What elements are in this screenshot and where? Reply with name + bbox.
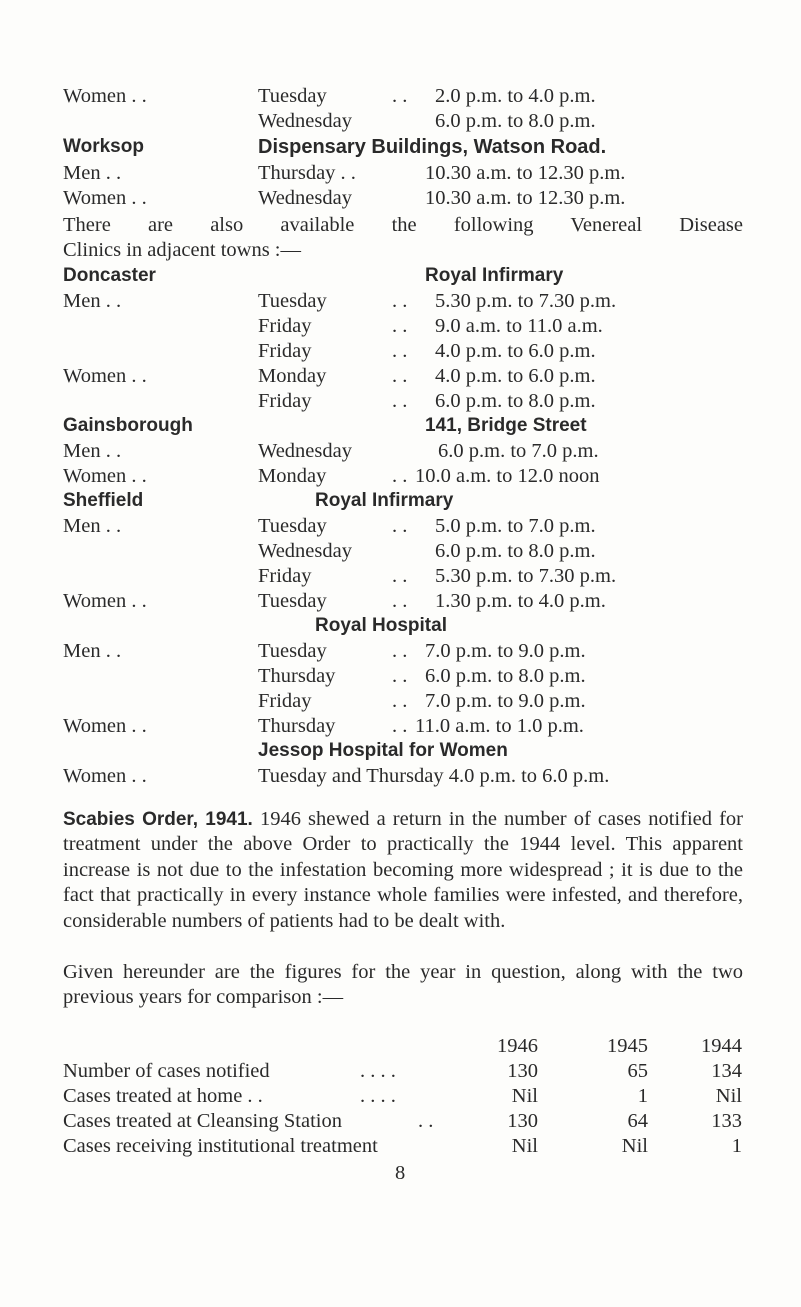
time: 2.0 p.m. to 4.0 p.m. [435,85,596,107]
year-header: 1944 [701,1035,742,1057]
table-cell: Nil [511,1135,538,1157]
who: Men . . [63,640,122,662]
who: Women . . [63,85,147,107]
dots: . . [392,315,408,337]
dots: . . [392,465,408,487]
table-cell: 134 [711,1060,742,1082]
dots: . . [392,565,408,587]
day: Thursday [258,715,336,737]
time: 6.0 p.m. to 8.0 p.m. [425,665,586,687]
day: Wednesday [258,110,352,132]
who: Men . . [63,515,122,537]
table-row-label: Cases treated at home . . [63,1085,263,1107]
comparison-paragraph [63,960,743,1011]
venue-heading: Jessop Hospital for Women [258,740,508,761]
table-row-label: Number of cases notified [63,1060,270,1082]
day: Thursday [258,665,336,687]
venue-heading: Royal Infirmary [425,265,564,286]
scabies-paragraph [63,807,743,934]
year-header: 1945 [607,1035,648,1057]
time: 10.30 a.m. to 12.30 p.m. [425,187,626,209]
dots: . . [392,340,408,362]
table-cell: 64 [627,1110,648,1132]
section-lead: Scabies Order, 1941. [63,809,253,830]
day: Tuesday [258,85,327,107]
dots: . . [418,1110,434,1132]
time: 7.0 p.m. to 9.0 p.m. [425,640,586,662]
day: Tuesday [258,640,327,662]
dots: . . [392,390,408,412]
table-cell: 1 [731,1135,742,1157]
town-heading: Doncaster [63,265,156,286]
dots: . . [392,85,408,107]
intro-line: Clinics in adjacent towns :— [63,239,301,261]
day: Wednesday [258,187,352,209]
day: Friday [258,340,312,362]
dots: . . . . [360,1085,396,1107]
day: Friday [258,565,312,587]
day: Tuesday [258,590,327,612]
dots: . . [392,290,408,312]
time: 4.0 p.m. to 6.0 p.m. [435,365,596,387]
time: 6.0 p.m. to 7.0 p.m. [438,440,599,462]
table-cell: Nil [511,1085,538,1107]
town-heading: Gainsborough [63,415,193,436]
table-cell: 65 [627,1060,648,1082]
time: 5.30 p.m. to 7.30 p.m. [435,290,617,312]
day: Monday [258,365,327,387]
page-number: 8 [395,1162,406,1184]
time: 7.0 p.m. to 9.0 p.m. [425,690,586,712]
venue-heading: Royal Hospital [315,615,447,636]
table-cell: Nil [621,1135,648,1157]
table-cell: 130 [507,1110,538,1132]
paragraph-text: 1946 shewed a return in the number of cases notified for treatment under the above Order to practically the 1944 level. This apparent increase is not due to the infestation becoming more widespread ; it is due to the fact that practically in every instance whole families were infested, and therefore, considerable numbers of patients had to be dealt with. [63,808,743,932]
dots: . . . . [360,1060,396,1082]
day: Friday [258,315,312,337]
venue-heading: 141, Bridge Street [425,415,587,436]
day: Monday [258,465,327,487]
time: 6.0 p.m. to 8.0 p.m. [435,540,596,562]
venue-heading: Royal Infirmary [315,490,454,511]
time: 5.30 p.m. to 7.30 p.m. [435,565,617,587]
who: Women . . [63,365,147,387]
year-header: 1946 [497,1035,538,1057]
table-row-label: Cases receiving institutional treatment [63,1135,378,1157]
table-cell: Nil [715,1085,742,1107]
day: Wednesday [258,440,352,462]
dots: . . [392,665,408,687]
day: Friday [258,690,312,712]
table-cell: 1 [637,1085,648,1107]
time: 10.0 a.m. to 12.0 noon [415,465,600,487]
time: 6.0 p.m. to 8.0 p.m. [435,110,596,132]
time: 11.0 a.m. to 1.0 p.m. [415,715,584,737]
town-heading: Worksop [63,136,144,157]
who: Women . . [63,715,147,737]
dots: . . [392,590,408,612]
paragraph-text: Given hereunder are the figures for the year in question, along with the two previous years for comparison :— [63,961,743,1009]
who: Women . . [63,590,147,612]
day: Thursday . . [258,162,356,184]
time: 9.0 a.m. to 11.0 a.m. [435,315,603,337]
time: 10.30 a.m. to 12.30 p.m. [425,162,626,184]
day: Tuesday [258,515,327,537]
day: Friday [258,390,312,412]
who: Women . . [63,465,147,487]
town-heading: Sheffield [63,490,144,511]
who: Men . . [63,290,122,312]
who: Women . . [63,765,147,787]
intro-line: There are also available the following Venereal Disease [63,214,743,236]
day: Tuesday [258,290,327,312]
dots: . . [392,715,408,737]
time: 6.0 p.m. to 8.0 p.m. [435,390,596,412]
dots: . . [392,640,408,662]
time: 1.30 p.m. to 4.0 p.m. [435,590,606,612]
who: Men . . [63,162,122,184]
who: Women . . [63,187,147,209]
day: Wednesday [258,540,352,562]
time: 5.0 p.m. to 7.0 p.m. [435,515,596,537]
table-row-label: Cases treated at Cleansing Station [63,1110,342,1132]
dots: . . [392,515,408,537]
table-cell: 133 [711,1110,742,1132]
venue-heading: Dispensary Buildings, Watson Road. [258,136,607,158]
dots: . . [392,365,408,387]
schedule-text: Tuesday and Thursday 4.0 p.m. to 6.0 p.m. [258,765,610,787]
dots: . . [392,690,408,712]
who: Men . . [63,440,122,462]
table-cell: 130 [507,1060,538,1082]
time: 4.0 p.m. to 6.0 p.m. [435,340,596,362]
